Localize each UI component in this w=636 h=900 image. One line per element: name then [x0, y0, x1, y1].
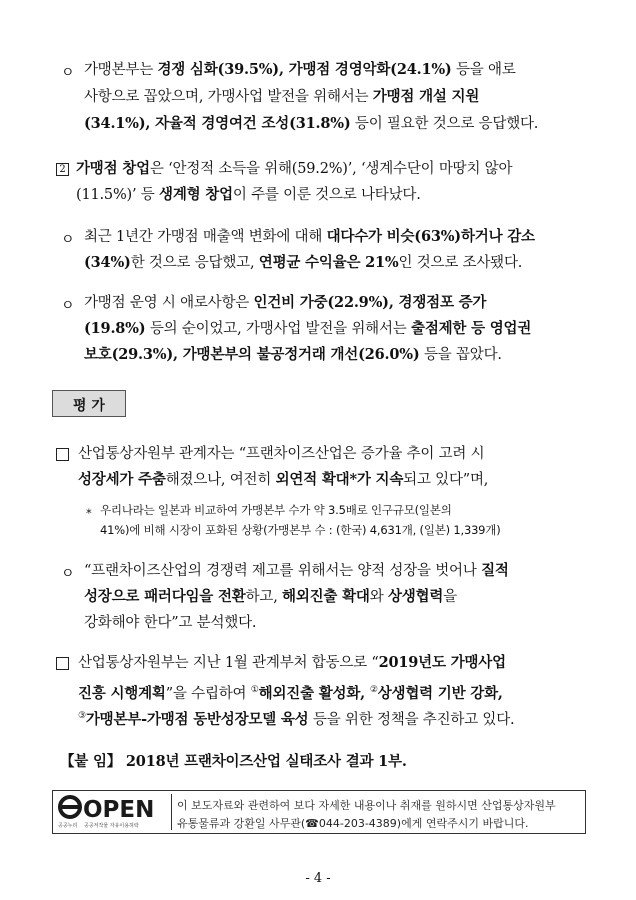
bullet-o: ㅇ — [61, 566, 75, 582]
paragraph-line: 가맹점 창업은 ‘안정적 소득을 위해(59.2%)’, ‘생계수단이 마땅치 않아 — [76, 160, 513, 177]
open-logo-sub1: 공공누리 — [58, 823, 78, 829]
bullet-o: ㅇ — [61, 65, 75, 81]
checkbox-mark — [56, 448, 69, 461]
paragraph-line: 보호(29.3%), 가맹본부의 불공정거래 개선(26.0%) 등을 꼽았다. — [84, 346, 502, 363]
open-logo-sub2: 공공저작물 자유이용허락 — [84, 823, 139, 829]
evaluation-heading-box — [52, 390, 126, 417]
contact-line-2: 유통물류과 강환일 사무관(☎044-203-4389)에게 연락주시기 바랍니다. — [177, 817, 529, 830]
paragraph-line: 산업통상자원부는 지난 1월 관계부처 합동으로 “2019년도 가맹사업 — [78, 654, 506, 671]
paragraph-line: (34%)한 것으로 응답했고, 연평균 수익율은 21%인 것으로 조사됐다. — [84, 254, 523, 271]
open-license-logo — [56, 794, 166, 830]
footnote-asterisk: * — [86, 506, 92, 520]
paragraph-line: 가맹점 운영 시 애로사항은 인건비 가중(22.9%), 경쟁점포 증가 — [84, 294, 487, 311]
paragraph-line: 가맹본부는 경쟁 심화(39.5%), 가맹점 경영악화(24.1%) 등을 애로 — [84, 61, 516, 78]
paragraph-line: 강화해야 한다”고 분석했다. — [84, 615, 257, 631]
paragraph-line: (34.1%), 자율적 경영여건 조성(31.8%) 등이 필요한 것으로 응답했다. — [84, 115, 539, 132]
paragraph-line: 사항으로 꼽았으며, 가맹사업 발전을 위해서는 가맹점 개설 지원 — [84, 88, 480, 105]
open-logo-text: OPEN — [83, 797, 155, 823]
bullet-o: ㅇ — [61, 298, 75, 314]
footer-divider — [171, 794, 172, 830]
paragraph-line: 성장세가 주춤해졌으나, 여전히 외연적 확대*가 지속되고 있다”며, — [78, 471, 489, 488]
contact-line-1: 이 보도자료와 관련하여 보다 자세한 내용이나 취재를 원하시면 산업통상자원부 — [177, 799, 556, 812]
paragraph-line: 진흥 시행계획”을 수립하여 ①해외진출 활성화, ②상생협력 기반 강화, — [78, 684, 503, 702]
bullet-o: ㅇ — [61, 232, 75, 248]
attachment-line: 【붙 임】 2018년 프랜차이즈산업 실태조사 결과 1부. — [60, 753, 407, 770]
number-box-2: 2 — [56, 163, 69, 176]
paragraph-line: 최근 1년간 가맹점 매출액 변화에 대해 대다수가 비슷(63%)하거나 감소 — [84, 228, 535, 245]
checkbox-mark — [56, 657, 69, 670]
open-logo-icon — [56, 794, 166, 830]
paragraph-line: 성장으로 패러다임을 전환하고, 해외진출 확대와 상생협력을 — [84, 588, 457, 605]
paragraph-line: (11.5%)’ 등 생계형 창업이 주를 이룬 것으로 나타났다. — [76, 186, 421, 203]
paragraph-line: ③가맹본부-가맹점 동반성장모델 육성 등을 위한 정책을 추진하고 있다. — [78, 710, 515, 728]
evaluation-heading: 평 가 — [73, 398, 105, 414]
paragraph-line: (19.8%) 등의 순이었고, 가맹사업 발전을 위해서는 출점제한 등 영업권 — [84, 320, 532, 337]
paragraph-line: 산업통상자원부 관계자는 “프랜차이즈산업은 증가율 추이 고려 시 — [78, 446, 485, 462]
paragraph-line: “프랜차이즈산업의 경쟁력 제고를 위해서는 양적 성장을 벗어나 질적 — [84, 562, 509, 579]
contact-footer — [52, 790, 586, 834]
footnote-line: 우리나라는 일본과 비교하여 가맹본부 수가 약 3.5배로 인구규모(일본의 — [100, 503, 452, 517]
page-number: - 4 - — [305, 871, 331, 886]
footnote-line: 41%)에 비해 시장이 포화된 상황(가맹본부 수 : (한국) 4,631개, (일본) 1,339개) — [100, 523, 501, 537]
